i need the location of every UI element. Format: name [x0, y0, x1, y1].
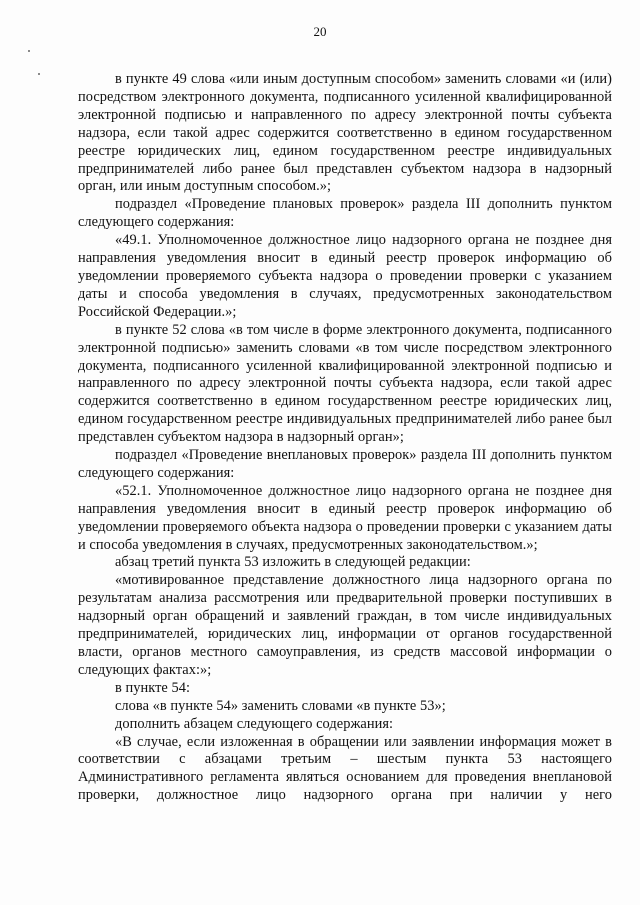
paragraph: «мотивированное представление должностного лица надзорного органа по результатам анализа рассмотрения или предварительной проверки поступивших в надзорный орган обращений и заявлений граждан, в том числе индивидуальных предпринимателей, юридических лиц, информации от органов государственной власти, органов местного самоуправления, из средств массовой информации о следующих фактах:»;	[78, 572, 612, 678]
paragraph: подраздел «Проведение внеплановых проверок» раздела III дополнить пунктом следующего содержания:	[78, 447, 612, 481]
paragraph: «52.1. Уполномоченное должностное лицо надзорного органа не позднее дня направления уведомления вносит в единый реестр проверок информацию об уведомлении проверяемого объекта надзора о проведении проверки с указанием даты и способа уведомления в случаях, предусмотренных законодательством.»;	[78, 482, 612, 553]
paragraph: в пункте 54:	[115, 679, 191, 696]
paragraph: подраздел «Проведение плановых проверок» раздела III дополнить пунктом следующего содержания:	[78, 196, 612, 231]
scan-speck	[38, 73, 40, 75]
paragraph: «49.1. Уполномоченное должностное лицо надзорного органа не позднее дня направления уведомления вносит в единый реестр проверок информацию об уведомлении проверяемого субъекта надзора о проведении проверки с указанием даты и способа уведомления в случаях, предусмотренных законодательством Российской Федерации.»;	[78, 232, 612, 320]
paragraph: слова «в пункте 54» заменить словами «в пункте 53»;	[115, 697, 446, 714]
paragraph: дополнить абзацем следующего содержания:	[115, 715, 394, 732]
scan-speck	[28, 50, 30, 52]
paragraph: абзац третий пункта 53 изложить в следующей редакции:	[115, 554, 471, 571]
paragraph: в пункте 52 слова «в том числе в форме электронного документа, подписанного электронной подписью» заменить словами «в том числе посредством электронного документа, подписанного усиленной квалифицированной электронной подписью и направленного по адресу электронной почты субъекта надзора, если такой адрес содержится соответственно в едином государственном реестре юридических лиц, едином государственном реестре индивидуальных предпринимателей либо ранее был представлен субъектом надзора в надзорный орган»;	[78, 321, 612, 446]
paragraph: «В случае, если изложенная в обращении или заявлении информация может в соответствии с абзацами третьим – шестым пункта 53 настоящего Административного регламента являться основанием для проведения внеплановой проверки, должностное лицо надзорного органа при наличии у него	[78, 733, 612, 804]
document-body	[78, 71, 612, 805]
paragraph: в пункте 49 слова «или иным доступным способом» заменить словами «и (или) посредством электронного документа, подписанного усиленной квалифицированной электронной подписью и направленного по адресу электронной почты субъекта надзора, если такой адрес содержится соответственно в едином государственном реестре юридических лиц, едином государственном реестре индивидуальных предпринимателей либо ранее был представлен субъектом надзора в надзорный орган, или иным доступным способом.»;	[78, 71, 612, 195]
page-number: 20	[313, 24, 327, 39]
